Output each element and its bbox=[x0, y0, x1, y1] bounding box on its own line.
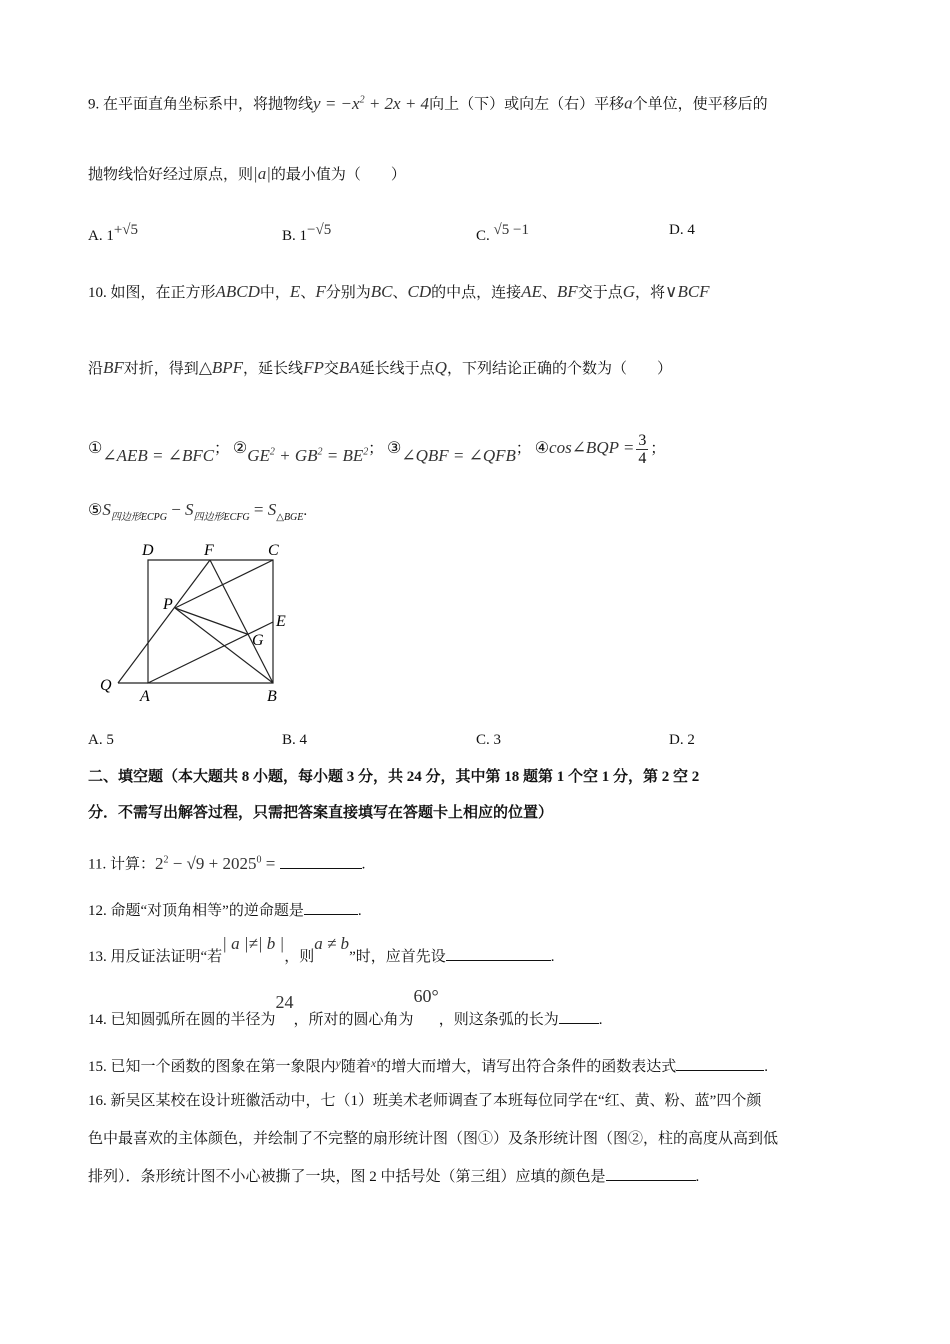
conclusion-1: ∠AEB = ∠BFC bbox=[102, 445, 215, 465]
section-2-heading-line2: 分．不需写出解答过程，只需把答案直接填写在答题卡上相应的位置） bbox=[88, 805, 554, 821]
question-14: 14. 已知圆弧所在圆的半径为24，所对的圆心角为60°，则这条弧的长为 . bbox=[88, 986, 603, 1028]
square-abcd bbox=[148, 560, 273, 683]
conclusion-2-mark: ② bbox=[232, 439, 248, 457]
question-text: 抛物线恰好经过原点，则 bbox=[88, 167, 254, 183]
answer-blank[interactable] bbox=[304, 900, 358, 915]
point-label-e: E bbox=[276, 613, 286, 630]
question-10-line2: 沿BF对折，得到△BPF，延长线FP交BA延长线于点Q，下列结论正确的个数为（ ） bbox=[88, 358, 672, 377]
square-geometry-figure bbox=[90, 535, 300, 710]
q9-option-a[interactable]: A. $1^{+√5}$ bbox=[88, 222, 139, 244]
question-15: 15. 已知一个函数的图象在第一象限内$^y$随着$^x$的增大而增大，请写出符合条件的函数表达式 . bbox=[88, 1056, 768, 1075]
question-number: 9. bbox=[88, 96, 100, 113]
fraction-3-4: $\frac{3}{4}$ bbox=[638, 432, 647, 467]
math-abs-a: |a| bbox=[253, 164, 271, 183]
conclusion-3-mark: ③ bbox=[387, 439, 402, 457]
question-16-line2: 色中最喜欢的主体颜色，并绘制了不完整的扇形统计图（图①）及条形统计图（图②，柱的高度从高到低 bbox=[88, 1131, 779, 1147]
math-var: a bbox=[624, 93, 633, 113]
question-16-line3: 排列）．条形统计图不小心被撕了一块，图 2 中括号处（第三组）应填的颜色是 . bbox=[88, 1166, 699, 1187]
point-label-b: B bbox=[267, 688, 277, 705]
section-2-heading: 二、填空题（本大题共 8 小题，每小题 3 分，共 24 分，其中第 18 题第 1 个空 1 分，第 2 空 2 bbox=[88, 769, 700, 785]
point-label-p: P bbox=[163, 596, 173, 613]
q9-option-d[interactable]: D. 4 bbox=[669, 222, 695, 238]
point-label-f: F bbox=[204, 542, 214, 559]
conclusion-2: $GE^2 + GB^2 = BE^2$ bbox=[247, 445, 369, 465]
conclusion-4: cos∠BQP = bbox=[549, 437, 635, 457]
question-10: 10. 如图，在正方形ABCD中，E、F分别为BC、CD的中点，连接AE、BF交于点G，将∨BCF bbox=[88, 282, 710, 301]
answer-blank[interactable] bbox=[606, 1166, 696, 1181]
conclusion-4-mark: ④ bbox=[534, 439, 550, 457]
question-11: 11. 计算：$2^2 - √9 + 2025^0$ = . bbox=[88, 853, 366, 873]
answer-blank[interactable] bbox=[446, 946, 551, 961]
answer-blank[interactable] bbox=[559, 1009, 599, 1024]
parabola-formula: $y = -x^2 + 2x + 4$ bbox=[313, 93, 430, 113]
question-13: 13. 用反证法证明“若| a |≠| b |，则a ≠ b”时，应首先设 . bbox=[88, 934, 555, 965]
point-label-c: C bbox=[268, 542, 279, 559]
point-label-g: G bbox=[252, 632, 264, 649]
q9-option-b[interactable]: B. $1^{-√5}$ bbox=[282, 222, 332, 244]
question-9 bbox=[88, 90, 768, 115]
q10-option-c[interactable]: C. 3 bbox=[476, 732, 502, 748]
question-text: 在平面直角坐标系中，将抛物线 bbox=[103, 96, 314, 113]
question-text: 的最小值为（ ） bbox=[270, 167, 406, 183]
point-label-q: Q bbox=[100, 677, 112, 694]
question-text: 个单位，使平移后的 bbox=[632, 96, 768, 113]
conclusion-3: ∠QBF = ∠QFB bbox=[401, 445, 516, 465]
q10-conclusions: ①∠AEB = ∠BFC； $②GE^2 + GB^2 = BE^2$； ③∠QBF = ∠QFB； ④cos∠BQP = $\frac{3}{4}$ ； bbox=[88, 432, 666, 467]
q10-option-d[interactable]: D. 2 bbox=[669, 732, 695, 748]
expression: $2^2 - √9 + 2025^0$ = bbox=[154, 853, 280, 873]
conclusion-1-mark: ① bbox=[88, 439, 103, 457]
point-label-a: A bbox=[140, 688, 150, 705]
question-12: 12. 命题“对顶角相等”的逆命题是 . bbox=[88, 900, 362, 921]
answer-blank[interactable] bbox=[280, 854, 362, 869]
q10-conclusion-5: $⑤S_{四边形ECPG} - S_{四边形ECFG} = S_{\triangle BGE}$. bbox=[88, 500, 308, 523]
q10-option-b[interactable]: B. 4 bbox=[282, 732, 308, 748]
question-9-line2 bbox=[88, 164, 406, 185]
answer-blank[interactable] bbox=[676, 1056, 764, 1071]
q10-option-a[interactable]: A. 5 bbox=[88, 732, 114, 748]
point-label-d: D bbox=[142, 542, 154, 559]
question-text: 向上（下）或向左（右）平移 bbox=[429, 96, 625, 113]
question-16: 16. 新吴区某校在设计班徽活动中，七（1）班美术老师调查了本班每位同学在“红、黄、粉、蓝”四个颜 bbox=[88, 1093, 762, 1109]
q9-option-c[interactable]: C. $^{√5 -1}$ bbox=[476, 222, 529, 244]
